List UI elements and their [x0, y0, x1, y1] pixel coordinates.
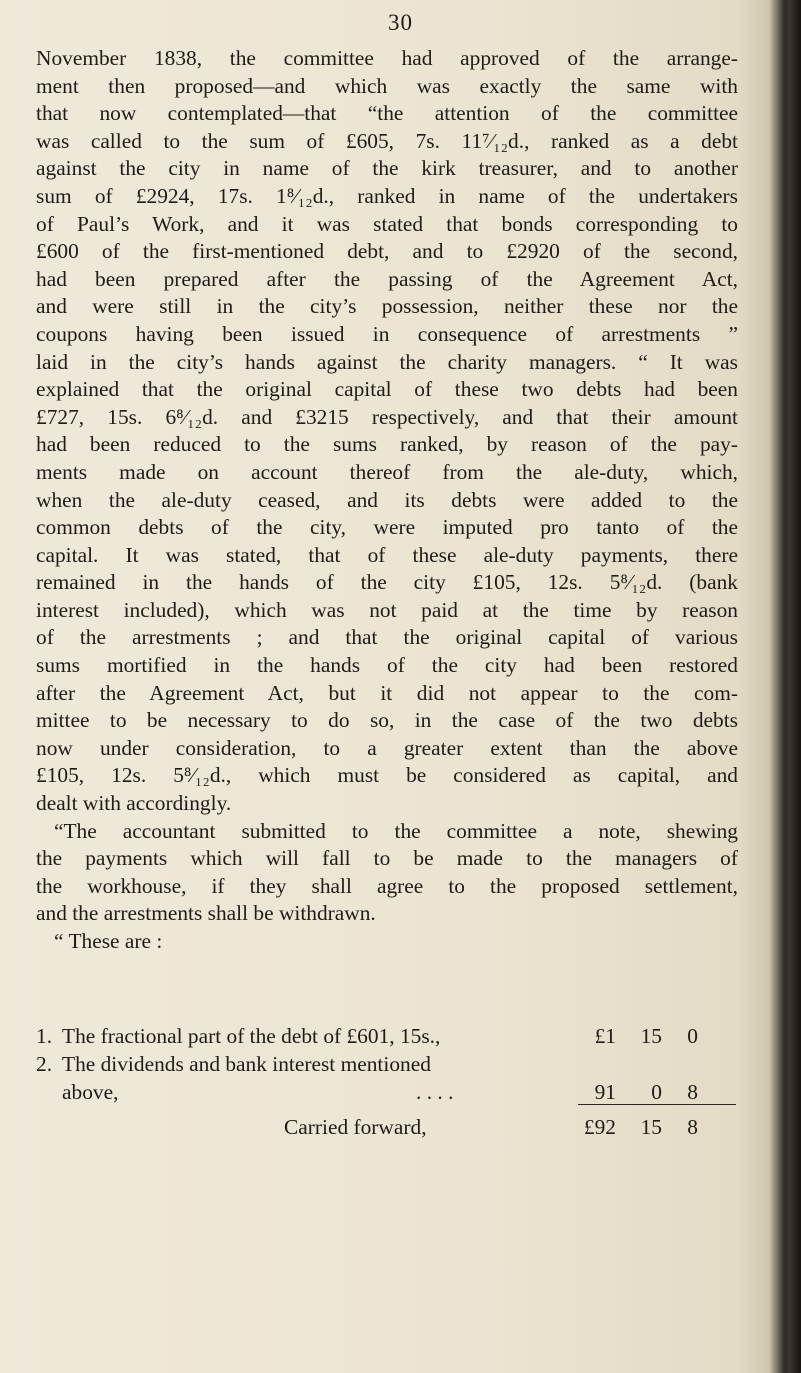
text-line: had been reduced to the sums ranked, by reason of the pay-	[36, 432, 738, 457]
amount-pence: 8	[687, 1080, 698, 1104]
amount-pounds: 91	[594, 1080, 616, 1104]
text-line: common debts of the city, were imputed pro tanto of the	[36, 515, 738, 540]
sum-rule	[578, 1104, 736, 1105]
text-line: £600 of the first-mentioned debt, and to £2920 of the second,	[36, 239, 738, 264]
text-line: of the arrestments ; and that the original capital of various	[36, 625, 738, 650]
text-line: mittee to be necessary to do so, in the case of the two debts	[36, 708, 738, 733]
text-line: when the ale-duty ceased, and its debts were added to the	[36, 487, 738, 512]
text-line: was called to the sum of £605, 7s. 11⁷⁄₁₂d., ranked as a debt	[36, 128, 738, 153]
carried-forward-label: Carried forward,	[284, 1115, 427, 1139]
item-text: The fractional part of the debt of £601, 15s.,	[62, 1024, 441, 1048]
text-line: ment then proposed—and which was exactly the same with	[36, 73, 738, 98]
text-line: laid in the city’s hands against the charity managers. “ It was	[36, 349, 738, 374]
text-line: ments made on account thereof from the ale-duty, which,	[36, 459, 738, 484]
body-text	[36, 45, 738, 956]
account-item	[36, 1078, 738, 1106]
leader-dots: . . . .	[416, 1080, 454, 1104]
text-line: sum of £2924, 17s. 1⁸⁄₁₂d., ranked in name of the undertakers	[36, 183, 738, 208]
amount-pounds: £92	[583, 1115, 616, 1139]
account-item	[36, 1022, 738, 1050]
text-line: capital. It was stated, that of these ale-duty payments, there	[36, 542, 738, 567]
text-line: sums mortified in the hands of the city had been restored	[36, 653, 738, 678]
text-line: remained in the hands of the city £105, 12s. 5⁸⁄₁₂d. (bank	[36, 570, 738, 595]
amount-pounds: £1	[594, 1024, 616, 1048]
account-item	[36, 1050, 738, 1078]
item-text: The dividends and bank interest mentioned	[62, 1052, 431, 1076]
text-line: interest included), which was not paid at the time by reason	[36, 597, 738, 622]
text-line: and were still in the city’s possession, neither these nor the	[36, 294, 738, 319]
text-line: explained that the original capital of these two debts had been	[36, 377, 738, 402]
text-line: and the arrestments shall be withdrawn.	[36, 901, 376, 926]
text-line: now under consideration, to a greater extent than the above	[36, 735, 738, 760]
item-number: 1.	[36, 1024, 53, 1048]
text-line: “ These are :	[54, 929, 163, 953]
account-items	[36, 1022, 738, 1106]
text-line: of Paul’s Work, and it was stated that bonds corresponding to	[36, 211, 738, 236]
text-line: after the Agreement Act, but it did not appear to the com-	[36, 680, 738, 705]
amount-shillings: 15	[640, 1115, 662, 1139]
amount-pence: 0	[687, 1024, 698, 1048]
text-line: November 1838, the committee had approved of the arrange-	[36, 46, 738, 70]
text-line: had been prepared after the passing of the Agreement Act,	[36, 266, 738, 291]
page-number: 30	[388, 10, 413, 35]
text-line: “The accountant submitted to the committee a note, shewing	[54, 818, 738, 843]
carried-forward-row	[36, 1113, 738, 1141]
page-edge-shadow	[783, 0, 801, 1373]
text-line: against the city in name of the kirk treasurer, and to another	[36, 156, 738, 181]
text-line: the workhouse, if they shall agree to the proposed settlement,	[36, 873, 738, 898]
text-line: dealt with accordingly.	[36, 791, 232, 816]
amount-pence: 8	[687, 1115, 698, 1139]
text-line: £727, 15s. 6⁸⁄₁₂d. and £3215 respectively, and that their amount	[36, 404, 738, 429]
amount-shillings: 15	[640, 1024, 662, 1048]
amount-shillings: 0	[651, 1080, 662, 1104]
item-number: 2.	[36, 1052, 53, 1076]
item-text: above,	[62, 1080, 119, 1104]
text-line: that now contemplated—that “the attention of the committee	[36, 101, 738, 126]
text-line: coupons having been issued in consequence of arrestments ”	[36, 321, 738, 346]
text-line: the payments which will fall to be made to the managers of	[36, 846, 738, 871]
text-line: £105, 12s. 5⁸⁄₁₂d., which must be considered as capital, and	[36, 763, 738, 788]
